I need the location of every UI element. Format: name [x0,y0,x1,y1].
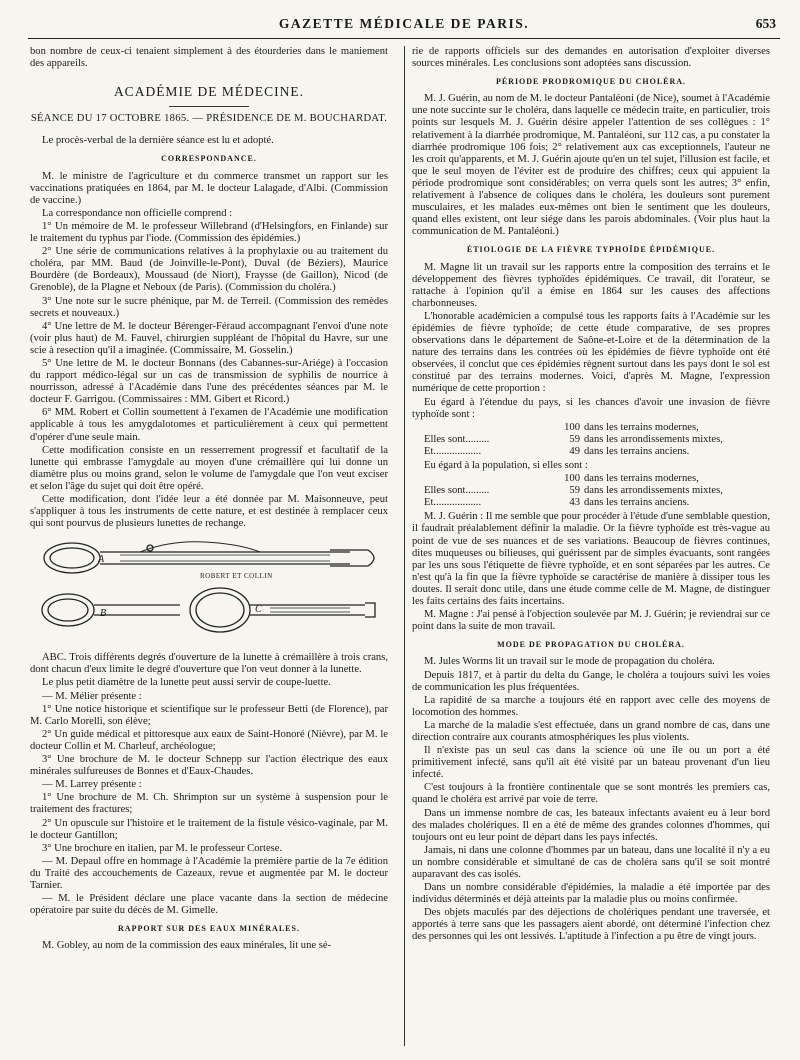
paragraph: 1° Un mémoire de M. le professeur Willebrand (d'Helsingfors, en Finlande) sur le traitement du typhus par l'iode. (Commission des épidémies.) [30,220,388,245]
statistics-row [412,434,770,446]
statistics-table-area [412,422,770,458]
row-value: 100 [564,421,580,433]
row-label: Elles sont......... [424,485,490,497]
statistics-row [412,446,770,458]
paragraph: M. Magne : J'ai pensé à l'objection soulevée par M. J. Guérin; je reviendrai sur ce point dans la suite de mon travail. [412,609,770,633]
paragraph: C'est toujours à la frontière continentale que se sont montrés les premiers cas, quand le choléra est arrivé par voie de terre. [412,782,770,806]
right-column [412,46,770,1046]
paragraph: La marche de la maladie s'est effectuée, dans un grand nombre de cas, dans une direction contraire aux courants atmosphériques les plus violents. [412,719,770,743]
engraver-signature: ROBERT ET COLLIN [200,572,273,581]
statistics-row [412,485,770,497]
paragraph: bon nombre de ceux-ci tenaient simplement à des étourderies dans le maniement des appareils. [30,46,388,70]
subsection-heading: PÉRIODE PRODROMIQUE DU CHOLÉRA. [495,77,687,87]
paragraph: Des objets maculés par des déjections de cholériques pendant une traversée, et apportés à terre sans que les passagers aient abordé, ont déterminé l'infection chez des personnes qui les ont lessivés. L'aptitude à l'infection a pu être de vingt jours. [412,907,770,943]
journal-title: GAZETTE MÉDICALE DE PARIS. [278,16,530,31]
paragraph: M. J. Guérin, au nom de M. le docteur Pantaléoni (de Nice), soumet à l'Académie une note succinte sur le choléra, dans laquelle ce médecin traite, en particulier, trois points sur lesquels M. J. Guérin désire appeler l'attention de ses collègues : 1° relativement à la diarrhée prodromique, M. Pantaléoni, sur 112 cas, a pu constater la diarrhée prodromique 106 fois; 2° relativement aux cas exceptionnels, l'auteur ne les croit qu'apparents, et M. J. Guérin ajoute qu'en un tel sujet, l'illusion est facile, et que le seul moyen de l'éviter est de produire des chiffres; ceux qui appuient la période prodromique sont considérables; on verra quels sont les autres; 3° enfin, relativement à l'absence de coliques dans le choléra, les douleurs sont purement musculaires, et les malades eux-mêmes ont bien le sentiment que les douleurs, quand elles existent, ont leur siége dans les parois abdominales. (Voir plus haut la communication de M. Pantaléoni.) [412,93,770,238]
row-label: Et.................. [424,497,482,509]
paragraph: Cette modification consiste en un resserrement progressif et facultatif de la lunette qui embrasse l'amygdale au moyen d'une crémaillère qui lui donne un diamètre plus ou moins grand, selon le volume de l'amygdale que l'on veut exciser et selon l'âge du sujet qui doit être opéré. [30,444,388,492]
paragraph: Eu égard à la population, si elles sont : [424,460,588,471]
paragraph: Cette modification, dont l'idée leur a été donnée par M. Maisonneuve, peut s'appliquer à tous les instruments de cette nature, et est destinée à remplacer ceux qui sont pourvus de plusieurs lunettes de rechange. [30,494,388,530]
paragraph: 2° Un guide médical et pittoresque aux eaux de Saint-Honoré (Nièvre), par M. le docteur Collin et M. Charleuf, archéologue; [30,728,388,752]
statistics-row [412,497,770,509]
paragraph: 3° Une note sur le sucre phénique, par M. de Terreil. (Commission des remèdes secrets et nouveaux.) [30,295,388,319]
title-rule [169,106,249,107]
paragraph: — M. Mélier présente : [42,690,142,702]
row-text: dans les arrondissements mixtes, [584,485,723,497]
subsection-heading: ÉTIOLOGIE DE LA FIÈVRE TYPHOÏDE ÉPIDÉMIQUE. [466,245,716,255]
subsection-heading: MODE DE PROPAGATION DU CHOLÉRA. [497,640,685,650]
paragraph: 2° Un opuscule sur l'histoire et le traitement de la fistule vésico-vaginale, par M. le docteur Gantillon; [30,817,388,841]
row-text: dans les terrains anciens. [584,445,690,457]
subsection-heading: RAPPORT SUR DES EAUX MINÉRALES. [118,924,300,934]
paragraph: M. Gobley, au nom de la commission des eaux minérales, lit une sé- [42,940,332,952]
amygdalotome-figure [30,534,388,646]
row-value: 59 [569,433,580,445]
row-value: 49 [569,445,580,457]
left-column [30,46,388,1046]
paragraph: Depuis 1817, et à partir du delta du Gange, le choléra a toujours suivi les voies de communication les plus fréquentées. [412,669,770,693]
paragraph: 1° Une notice historique et scientifique sur le professeur Betti (de Florence), par M. Carlo Morelli, son élève; [30,703,388,727]
paragraph: M. Jules Worms lit un travail sur le mode de propagation du choléra. [424,656,715,668]
paragraph: M. J. Guérin : Il me semble que pour procéder à l'étude d'une semblable question, il faudrait préalablement définir la maladie. Or la fièvre typhoïde est très-vague au point de vue de ses nuances et de ses variations. Beaucoup de fièvres continues, dites muqueuses ou bilieuses, qui guérissent par de simples évacuants, sont rangées par les uns sous l'étiquette de fièvre typhoïde, et en sont séparées par les autres. Ce n'est qu'à la fin que la fièvre typhoïde se caractérise de manière à dissiper tous les doutes. Il serait donc utile, dans une étude comme celle de M. Magne, de distinguer les faits certains des faits incertains. [412,511,770,608]
paragraph: La correspondance non officielle comprend : [42,207,233,219]
figure-label-c: C [255,604,262,616]
paragraph: La rapidité de sa marche a toujours été en rapport avec celle des moyens de locomotion des hommes. [412,694,770,718]
paragraph: Dans un nombre considérable d'épidémies, la maladie a été importée par des individus déterminés et déjà atteints par la maladie plus ou moins confirmée. [412,882,770,906]
subsection-heading: CORRESPONDANCE. [161,154,257,164]
row-label [412,473,554,485]
paragraph: Eu égard à l'étendue du pays, si les chances d'avoir une invasion de fièvre typhoïde sont : [412,396,770,420]
row-value: 59 [569,485,580,497]
paragraph: 6° MM. Robert et Collin soumettent à l'examen de l'Académie une modification applicable à tous les amygdalotomes et particulièrement à ceux qui permettent d'opérer d'une seule main. [30,407,388,443]
row-text: dans les terrains modernes, [584,421,699,433]
paragraph: 3° Une brochure en italien, par M. le professeur Cortese. [42,842,283,854]
column-divider [404,46,405,1046]
paragraph: Dans un immense nombre de cas, les bateaux infectants avaient eu à leur bord des malades cholériques. Il en a été de même des grandes colonnes d'hommes, qui toujours ont eu leur point de départ dans les pays infectés. [412,807,770,843]
paragraph: Le procès-verbal de la dernière séance est lu et adopté. [42,135,274,147]
paragraph: Le plus petit diamètre de la lunette peut aussi servir de coupe-luette. [42,677,331,689]
row-label: Elles sont......... [424,433,490,445]
paragraph: Jamais, ni dans une colonne d'hommes par un bateau, dans une localité il n'y a eu un nombre considérable et simultané de cas de choléra sans qu'il se soit montré auparavant des cas isolés. [412,844,770,880]
paragraph: 4° Une lettre de M. le docteur Bérenger-Féraud accompagnant l'envoi d'une note (voir plus haut) de M. Fauvel, chirurgien suppléant de l'hôpital du Havre, sur une scie à resection qu'il a imaginée. (Commissaire, M. Gosselin.) [30,320,388,356]
paragraph: ABC. Trois différents degrés d'ouverture de la lunette à crémaillère à trois crans, dont chacun d'eux limite le degré d'ouverture que l'on veut donner à la lunette. [30,652,388,676]
statistics-row [412,422,770,434]
amygdalotome-illustration [30,534,388,646]
row-value: 100 [564,473,580,485]
paragraph: rie de rapports officiels sur des demandes en autorisation d'exploiter diverses sources minérales. Les conclusions sont adoptées sans discussion. [412,46,770,70]
paragraph: L'honorable académicien a compulsé tous les rapports faits à l'Académie sur les épidémies de fièvre typhoïde; de cette étude comparative, de ses propres observations dans le département de Saône-et-Loire et de la détermination de la nature des terrains dans les contrées où les épidémies de fièvre typhoïde ont été observées, il conclut que ces épidémies règnent surtout dans les pays dont le sol est constitué par des terrains modernes. Voici, d'après M. Magne, l'expression numérique de cette proportion : [412,310,770,395]
paragraph: 1° Une brochure de M. Ch. Shrimpton sur un système à suspension pour le traitement des fractures; [30,792,388,816]
row-value: 43 [569,497,580,509]
row-text: dans les arrondissements mixtes, [584,433,723,445]
paragraph: M. le ministre de l'agriculture et du commerce transmet un rapport sur les vaccinations pratiquées en 1864, par M. le docteur Lalagade, d'Albi. (Commission de vaccine.) [30,170,388,206]
row-text: dans les terrains anciens. [584,497,690,509]
paragraph: — M. Larrey présente : [42,779,142,791]
page-header [28,14,780,39]
row-text: dans les terrains modernes, [584,473,699,485]
row-label [412,422,554,434]
figure-label-a: A [98,554,105,566]
seance-heading: SÉANCE DU 17 OCTOBRE 1865. — PRÉSIDENCE DE M. BOUCHARDAT. [30,113,388,125]
paragraph: — M. le Président déclare une place vacante dans la section de médecine opératoire par suite du décès de M. Gimelle. [30,893,388,917]
paragraph: M. Magne lit un travail sur les rapports entre la composition des terrains et le développement des fièvres typhoïdes épidémiques. Ce travail, dit l'orateur, se rattache à l'opinion qu'il a émise en 1864 sur les causes des affections charbonneuses. [412,261,770,309]
page-number: 653 [755,16,776,31]
paragraph: 3° Une brochure de M. le docteur Schnepp sur l'action électrique des eaux minérales sulfureuses de Bonnes et d'Eaux-Chaudes. [30,754,388,778]
row-label: Et.................. [424,445,482,457]
paragraph: 2° Une série de communications relatives à la prophylaxie ou au traitement du choléra, par MM. Baud (de Joinville-le-Pont), Duval (de Béziers), Maurice Bourdère (de Bordeaux), Moussaud (de Niort), Fraysse (de Gaillon), Nicod (de Grenoble), de la Plagne et Neboux (de Paris). (Commission du choléra.) [30,246,388,294]
paragraph: Il n'existe pas un seul cas dans la science où une île ou un port a été primitivement infecté, sans qu'il ait été visité par un bateau provenant d'un lieu infecté. [412,745,770,781]
section-title: ACADÉMIE DE MÉDECINE. [113,84,305,100]
paragraph: — M. Depaul offre en hommage à l'Académie la première partie de la 7e édition du Traité des accouchements de Cazeaux, revue et augmentée par M. le docteur Tarnier. [30,855,388,891]
paragraph: 5° Une lettre de M. le docteur Bonnans (des Cabannes-sur-Ariége) à l'occasion du rapport médico-légal sur un cas de transmission de syphilis de nourrice à nourrisson, adressé à l'Académie dans l'une des précédentes séances par M. le docteur F. Garrigou. (Commissaires : MM. Gibert et Ricord.) [30,357,388,406]
statistics-row [412,473,770,485]
statistics-population [412,473,770,509]
figure-label-b: B [100,608,107,620]
